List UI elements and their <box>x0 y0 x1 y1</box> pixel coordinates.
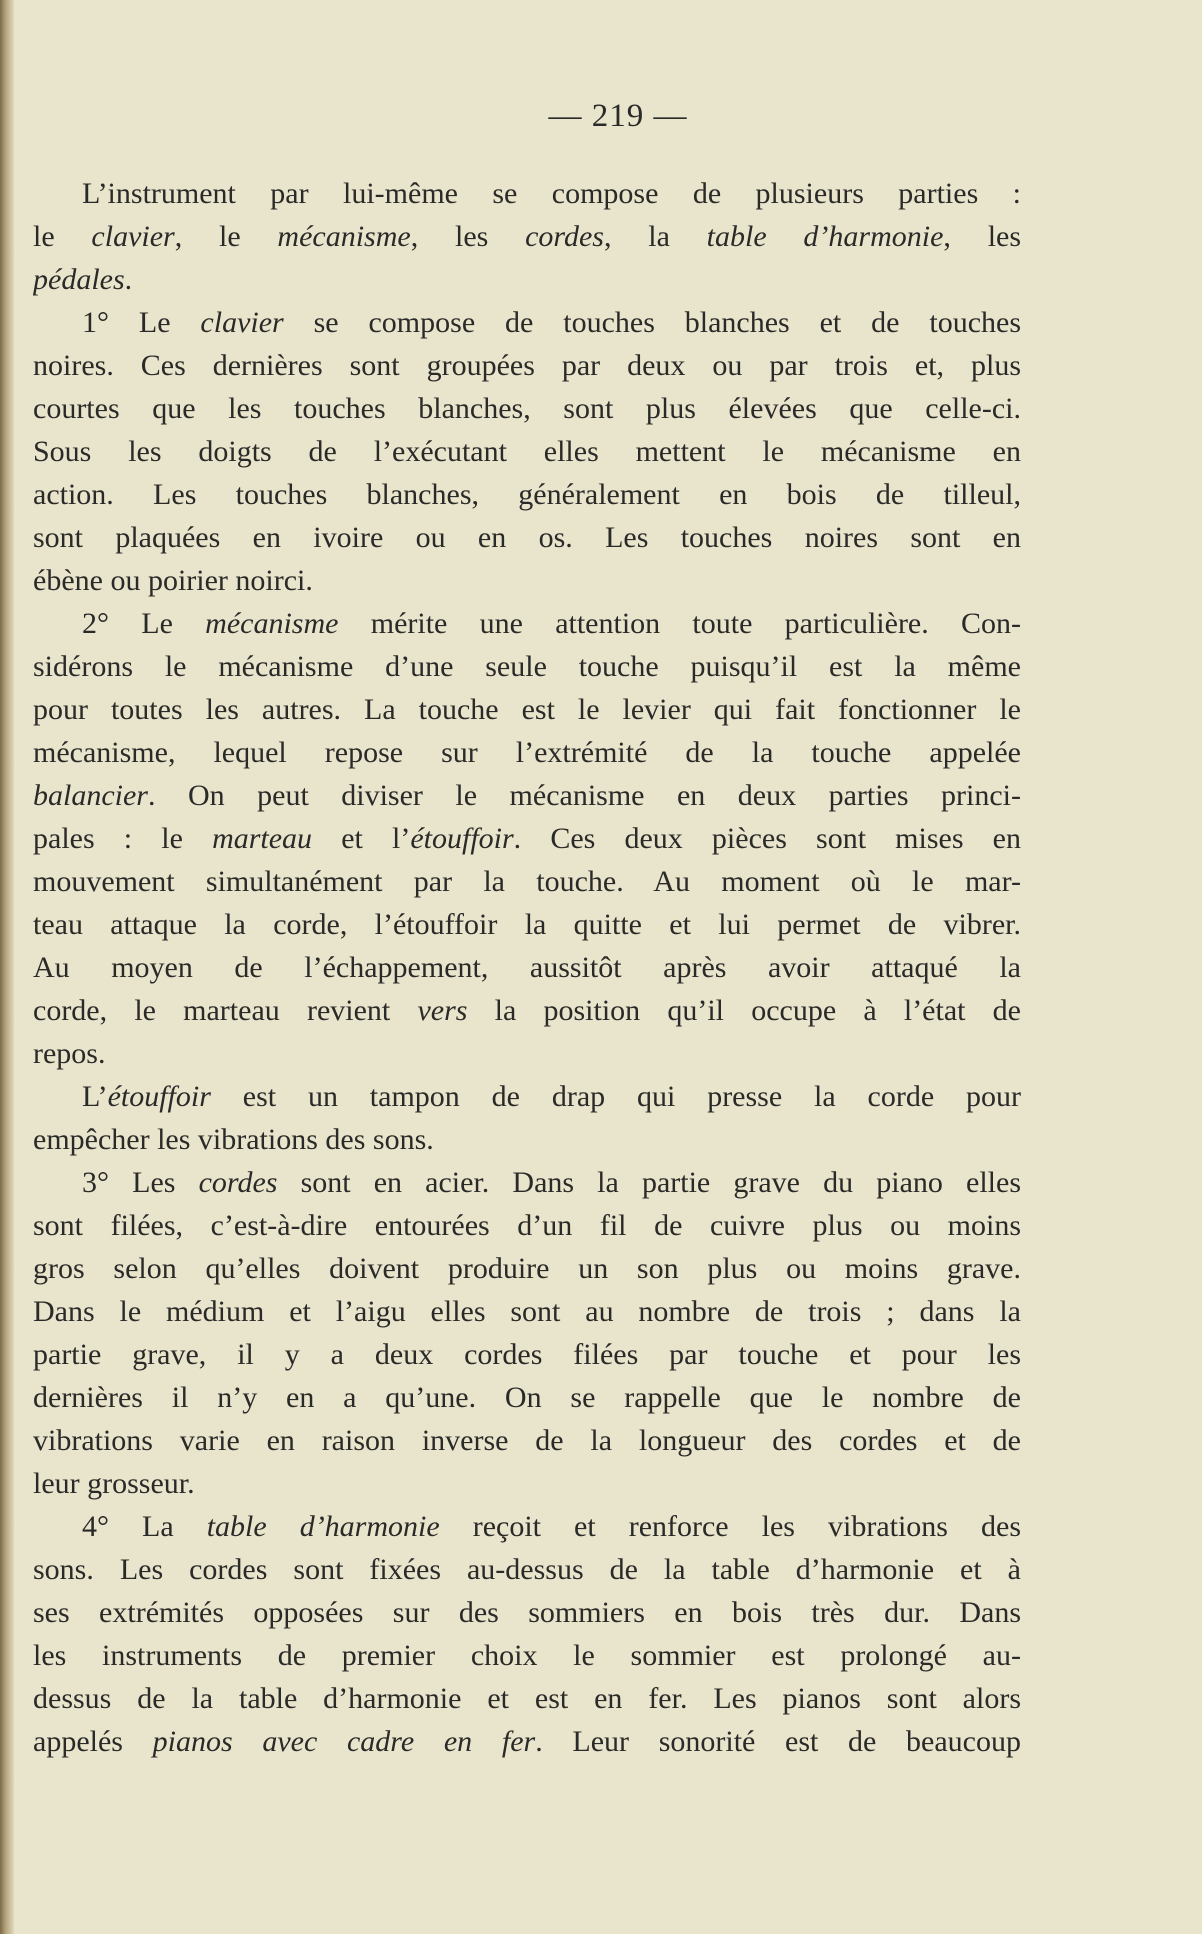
text-line <box>33 903 1021 946</box>
text-run: mécanisme, lequel repose sur l’extrémité de la touche appelée <box>33 736 1021 769</box>
text-run: corde, le marteau revient <box>33 994 418 1027</box>
italic-term: balancier <box>33 779 148 812</box>
text-run: pour toutes les autres. La touche est le levier qui fait fonctionner le <box>33 693 1021 726</box>
text-run: , le <box>174 220 278 253</box>
text-line <box>33 602 1021 645</box>
text-line <box>33 473 1021 516</box>
text-line <box>33 989 1021 1032</box>
text-line <box>33 1505 1021 1548</box>
text-line <box>33 1032 1021 1075</box>
italic-term: cordes <box>525 220 604 253</box>
text-run: mouvement simultanément par la touche. Au moment où le mar- <box>33 865 1021 898</box>
italic-term: marteau <box>212 822 313 855</box>
body-text <box>33 172 1021 1763</box>
text-run: 2° Le <box>82 607 206 640</box>
text-run: sont en acier. Dans la partie grave du piano elles <box>277 1166 1021 1199</box>
text-run: dernières il n’y en a qu’une. On se rappelle que le nombre de <box>33 1381 1021 1414</box>
text-line <box>33 430 1021 473</box>
text-run: teau attaque la corde, l’étouffoir la quitte et lui permet de vibrer. <box>33 908 1021 941</box>
text-run: , les <box>943 220 1021 253</box>
text-line <box>33 1075 1021 1118</box>
text-line <box>33 1548 1021 1591</box>
text-run: est un tampon de drap qui presse la corde pour <box>210 1080 1021 1113</box>
italic-term: table d’harmonie <box>206 1510 440 1543</box>
text-line <box>33 1720 1021 1763</box>
text-run: partie grave, il y a deux cordes filées par touche et pour les <box>33 1338 1021 1371</box>
text-run: sont plaquées en ivoire ou en os. Les touches noires sont en <box>33 521 1021 554</box>
text-line <box>33 172 1021 215</box>
italic-term: pianos avec cadre en fer <box>152 1725 536 1758</box>
text-run: 4° La <box>82 1510 207 1543</box>
text-run: sons. Les cordes sont fixées au-dessus de la table d’harmonie et à <box>33 1553 1021 1586</box>
text-run: Sous les doigts de l’exécutant elles mettent le mécanisme en <box>33 435 1021 468</box>
italic-term: cordes <box>198 1166 278 1199</box>
italic-term: mécanisme <box>277 220 411 253</box>
text-run: sidérons le mécanisme d’une seule touche puisqu’il est la même <box>33 650 1021 683</box>
text-line <box>33 559 1021 602</box>
text-line <box>33 215 1021 258</box>
text-line <box>33 387 1021 430</box>
text-run: sont filées, c’est-à-dire entourées d’un fil de cuivre plus ou moins <box>33 1209 1021 1242</box>
text-line <box>33 1634 1021 1677</box>
text-line <box>33 946 1021 989</box>
text-run: reçoit et renforce les vibrations des <box>439 1510 1021 1543</box>
text-line <box>33 258 1021 301</box>
text-run: la position qu’il occupe à l’état de <box>467 994 1021 1027</box>
text-run: ses extrémités opposées sur des sommiers en bois très dur. Dans <box>33 1596 1021 1629</box>
text-run: . Ces deux pièces sont mises en <box>513 822 1021 855</box>
italic-term: vers <box>417 994 468 1027</box>
italic-term: étouffoir <box>410 822 514 855</box>
italic-term: pédales <box>33 263 125 296</box>
text-run: . On peut diviser le mécanisme en deux parties princi- <box>147 779 1021 812</box>
text-line <box>33 774 1021 817</box>
text-run: 3° Les <box>82 1166 199 1199</box>
text-line <box>33 1118 1021 1161</box>
text-line <box>33 860 1021 903</box>
text-run: . Leur sonorité est de beaucoup <box>535 1725 1021 1758</box>
italic-term: mécanisme <box>205 607 339 640</box>
text-run: . <box>124 263 133 296</box>
text-run: action. Les touches blanches, généralement en bois de tilleul, <box>33 478 1021 511</box>
italic-term: table d’harmonie <box>706 220 944 253</box>
italic-term: étouffoir <box>107 1080 211 1113</box>
text-run: L’instrument par lui-même se compose de plusieurs parties : <box>82 177 1021 210</box>
text-line <box>33 516 1021 559</box>
text-run: courtes que les touches blanches, sont plus élevées que celle-ci. <box>33 392 1021 425</box>
text-run: Au moyen de l’échappement, aussitôt après avoir attaqué la <box>33 951 1021 984</box>
italic-term: clavier <box>200 306 284 339</box>
text-line <box>33 1204 1021 1247</box>
text-run: Dans le médium et l’aigu elles sont au nombre de trois ; dans la <box>33 1295 1021 1328</box>
text-line <box>33 1462 1021 1505</box>
text-run: noires. Ces dernières sont groupées par deux ou par trois et, plus <box>33 349 1021 382</box>
text-run: appelés <box>33 1725 153 1758</box>
text-run: les instruments de premier choix le sommier est prolongé au- <box>33 1639 1021 1672</box>
text-line <box>33 1376 1021 1419</box>
text-run: le <box>33 220 92 253</box>
page-number: — 219 — <box>548 98 688 134</box>
text-line <box>33 1247 1021 1290</box>
text-run: se compose de touches blanches et de touches <box>283 306 1021 339</box>
text-run: vibrations varie en raison inverse de la longueur des cordes et de <box>33 1424 1021 1457</box>
text-run: , les <box>410 220 526 253</box>
text-run: gros selon qu’elles doivent produire un son plus ou moins grave. <box>33 1252 1021 1285</box>
page-binding-edge <box>0 0 14 1934</box>
text-run: leur grosseur. <box>33 1467 195 1500</box>
text-run: repos. <box>33 1037 106 1070</box>
text-line <box>33 1290 1021 1333</box>
text-run: dessus de la table d’harmonie et est en fer. Les pianos sont alors <box>33 1682 1021 1715</box>
text-line <box>33 731 1021 774</box>
text-line <box>33 645 1021 688</box>
text-line <box>33 1419 1021 1462</box>
italic-term: clavier <box>91 220 175 253</box>
text-run: ébène ou poirier noirci. <box>33 564 313 597</box>
text-run: pales : le <box>33 822 213 855</box>
text-line <box>33 688 1021 731</box>
text-run: empêcher les vibrations des sons. <box>33 1123 434 1156</box>
text-line <box>33 1161 1021 1204</box>
text-line <box>33 1591 1021 1634</box>
text-run: L’ <box>82 1080 108 1113</box>
text-run: 1° Le <box>82 306 201 339</box>
text-line <box>33 817 1021 860</box>
text-line <box>33 301 1021 344</box>
text-line <box>33 1677 1021 1720</box>
text-run: et l’ <box>312 822 411 855</box>
text-line <box>33 1333 1021 1376</box>
text-line <box>33 344 1021 387</box>
text-run: , la <box>603 220 707 253</box>
text-run: mérite une attention toute particulière. Con- <box>338 607 1021 640</box>
